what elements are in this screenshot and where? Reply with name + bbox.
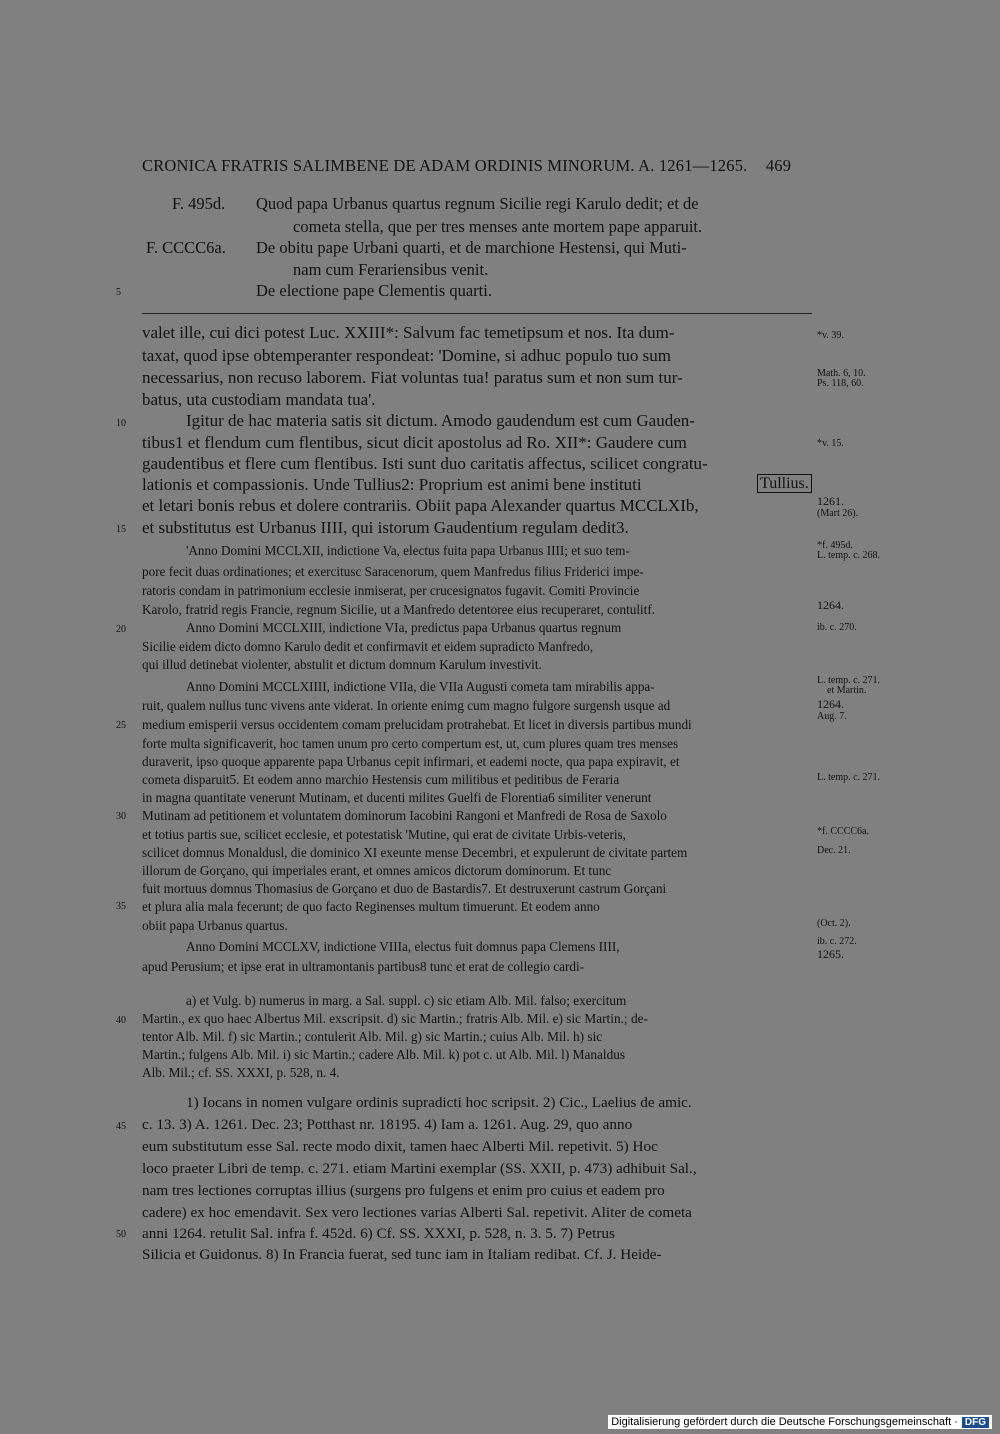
text-line: lationis et compassionis. Unde Tullius2: Proprium est animi bene instituti bbox=[142, 475, 642, 494]
quote-line: ratoris condam in patrimonium ecclesie inmiserat, per crucesignatos fugavit. Comiti Provincie bbox=[142, 583, 640, 598]
quote-line: pore fecit duas ordinationes; et exercitusc Saracenorum, quem Manfredus filius Friderici impe- bbox=[142, 564, 644, 579]
toc-line: De obitu pape Urbani quarti, et de marchione Hestensi, qui Muti- bbox=[256, 238, 687, 257]
quote-line: apud Perusium; et ipse erat in ultramontanis partibus8 tunc et erat de collegio cardi- bbox=[142, 959, 585, 974]
margin-note: *f. CCCC6a. bbox=[817, 826, 869, 837]
quote-line: in magna quantitate venerunt Mutinam, et ducenti milites Guelfi de Florentia6 similiter venerunt bbox=[142, 790, 652, 805]
margin-note: Math. 6, 10. bbox=[817, 368, 866, 379]
quote-line: Anno Domini MCCLXIIII, indictione VIIa, die VIIa Augusti cometa tam mirabilis appa- bbox=[186, 679, 655, 694]
quote-line: Anno Domini MCCLXIII, indictione VIa, predictus papa Urbanus quartus regnum bbox=[186, 620, 622, 635]
quote-line: Mutinam ad petitionem et voluntatem dominorum Iacobini Rangoni et Manfredi de Rosa de Saxolo bbox=[142, 808, 667, 823]
text-line: et substitutus est Urbanus IIII, qui istorum Gaudentium regulam dedit3. bbox=[142, 518, 629, 537]
toc-line: Quod papa Urbanus quartus regnum Sicilie regi Karulo dedit; et de bbox=[256, 194, 699, 213]
apparatus-line: a) et Vulg. b) numerus in marg. a Sal. suppl. c) sic etiam Alb. Mil. falso; exercitum bbox=[186, 993, 627, 1008]
quote-line: et totius partis sue, scilicet ecclesie, et potestatisk 'Mutine, qui erat de civitate Urbis-veteris, bbox=[142, 827, 626, 842]
apparatus-line: Alb. Mil.; cf. SS. XXXI, p. 528, n. 4. bbox=[142, 1065, 340, 1080]
line-number: 30 bbox=[116, 811, 126, 822]
quote-line: cometa disparuit5. Et eodem anno marchio Hestensis cum militibus et peditibus de Feraria bbox=[142, 772, 620, 787]
margin-note: *v. 15. bbox=[817, 438, 844, 449]
apparatus-line: tentor Alb. Mil. f) sic Martin.; contulerit Alb. Mil. g) sic Martin.; cuius Alb. Mil. h) sic bbox=[142, 1029, 603, 1044]
margin-note: *v. 39. bbox=[817, 330, 844, 341]
quote-line: Karolo, fratrid regis Francie, regnum Sicilie, ut a Manfredo detentoree eius recuperaret, contulitf. bbox=[142, 602, 656, 617]
quote-line: Anno Domini MCCLXV, indictione VIIIa, electus fuit domnus papa Clemens IIII, bbox=[186, 939, 620, 954]
margin-note: ib. c. 272. bbox=[817, 936, 857, 947]
boxed-word: Tullius. bbox=[757, 474, 812, 493]
line-number: 10 bbox=[116, 418, 126, 429]
footnote-line: eum substitutum esse Sal. recte modo dixit, tamen haec Alberti Mil. repetivit. 5) Hoc bbox=[142, 1138, 658, 1155]
text-line: batus, uta custodiam mandata tua'. bbox=[142, 390, 376, 409]
dfg-logo: DFG bbox=[962, 1417, 989, 1428]
digitization-credit bbox=[608, 1415, 992, 1429]
margin-note: L. temp. c. 268. bbox=[817, 550, 881, 561]
toc-line: cometa stella, que per tres menses ante mortem pape apparuit. bbox=[293, 217, 703, 236]
footnote-line: nam tres lectiones corruptas illius (surgens pro fulgens et enim pro cuius et eadem pro bbox=[142, 1182, 665, 1199]
text-line: gaudentibus et flere cum flentibus. Isti sunt duo caritatis affectus, scilicet congratu- bbox=[142, 454, 708, 473]
margin-note: L. temp. c. 271. bbox=[817, 675, 881, 686]
margin-note: et Martin. bbox=[827, 685, 867, 696]
quote-line: illorum de Gorçano, qui imperiales erant, et omnes amicos dictorum dominorum. Et tunc bbox=[142, 863, 612, 878]
apparatus-line: Martin.; fulgens Alb. Mil. i) sic Martin.; cadere Alb. Mil. k) pot c. ut Alb. Mil. l) Manaldus bbox=[142, 1047, 626, 1062]
toc-ref: F. 495d. bbox=[172, 194, 226, 213]
line-number: 50 bbox=[116, 1229, 126, 1240]
toc-line: De electione pape Clementis quarti. bbox=[256, 281, 492, 300]
quote-line: et plura alia mala fecerunt; de quo facto Reginenses multum timuerunt. Et eodem anno bbox=[142, 899, 600, 914]
margin-note: 1265. bbox=[817, 947, 844, 961]
line-number: 35 bbox=[116, 901, 126, 912]
footnote-line: anni 1264. retulit Sal. infra f. 452d. 6) Cf. SS. XXXI, p. 528, n. 3. 5. 7) Petrus bbox=[142, 1225, 615, 1242]
running-title: CRONICA FRATRIS SALIMBENE DE ADAM ORDINIS MINORUM. A. 1261—1265. bbox=[142, 156, 748, 175]
quote-line: scilicet domnus Monaldusl, die dominico XI exeunte mense Decembri, et expulerunt de civitate partem bbox=[142, 845, 688, 860]
margin-note: 1261. bbox=[817, 494, 844, 508]
text-line: necessarius, non recuso laborem. Fiat voluntas tua! paratus sum et non sum tur- bbox=[142, 368, 683, 387]
line-number: 45 bbox=[116, 1121, 126, 1132]
footnote-line: cadere) ex hoc emendavit. Sex vero lectiones varias Alberti Sal. repetivit. Aliter de cometa bbox=[142, 1204, 692, 1221]
quote-line: qui illud detinebat violenter, abstulit et dictum domnum Karulum investivit. bbox=[142, 657, 542, 672]
quote-line: fuit mortuus domnus Thomasius de Gorçano et duo de Bastardis7. Et destruxerunt castrum Gorçani bbox=[142, 881, 667, 896]
margin-note: 1264. bbox=[817, 598, 844, 612]
margin-note: L. temp. c. 271. bbox=[817, 772, 881, 783]
quote-line: Sicilie eidem dicto domno Karulo dedit et confirmavit et eidem supradicto Manfredo, bbox=[142, 639, 594, 654]
toc-ref: F. CCCC6a. bbox=[146, 238, 226, 257]
credit-text: Digitalisierung gefördert durch die Deutsche Forschungsgemeinschaft · bbox=[611, 1416, 958, 1428]
footnote-line: Silicia et Guidonus. 8) In Francia fuerat, sed tunc iam in Italiam redibat. Cf. J. Heide- bbox=[142, 1246, 662, 1263]
margin-note: (Oct. 2). bbox=[817, 918, 851, 929]
footnote-line: 1) Iocans in nomen vulgare ordinis supradicti hoc scripsit. 2) Cic., Laelius de amic. bbox=[186, 1094, 692, 1111]
footnote-line: c. 13. 3) A. 1261. Dec. 23; Potthast nr. 18195. 4) Iam a. 1261. Aug. 29, quo anno bbox=[142, 1116, 633, 1133]
line-number: 40 bbox=[116, 1015, 126, 1026]
text-line: valet ille, cui dici potest Luc. XXIII*: Salvum fac temetipsum et nos. Ita dum- bbox=[142, 323, 675, 342]
quote-line: medium emisperii versus occidentem comam prelucidam protrahebat. Et licet in diversis partibus mundi bbox=[142, 717, 692, 732]
text-line: tibus1 et flendum cum flentibus, sicut dicit apostolus ad Ro. XII*: Gaudere cum bbox=[142, 433, 687, 452]
text-line: et letari bonis rebus et dolere contrariis. Obiit papa Alexander quartus MCCLXIb, bbox=[142, 496, 699, 515]
margin-note: Ps. 118, 60. bbox=[817, 378, 864, 389]
margin-note: Dec. 21. bbox=[817, 845, 851, 856]
line-number: 25 bbox=[116, 720, 126, 731]
text-line: taxat, quod ipse obtemperanter respondeat: 'Domine, si adhuc populo tuo sum bbox=[142, 346, 672, 365]
quote-line: obiit papa Urbanus quartus. bbox=[142, 918, 288, 933]
quote-line: 'Anno Domini MCCLXII, indictione Va, electus fuita papa Urbanus IIII; et suo tem- bbox=[186, 543, 630, 558]
line-number: 5 bbox=[116, 287, 121, 298]
text-line: Igitur de hac materia satis sit dictum. Amodo gaudendum est cum Gauden- bbox=[186, 411, 695, 430]
apparatus-line: Martin., ex quo haec Albertus Mil. exscripsit. d) sic Martin.; fratris Alb. Mil. e) sic Martin.; de- bbox=[142, 1011, 648, 1026]
running-header bbox=[142, 156, 822, 176]
footnote-line: loco praeter Libri de temp. c. 271. etiam Martini exemplar (SS. XXII, p. 473) adhibuit Sal., bbox=[142, 1160, 697, 1177]
margin-note: ib. c. 270. bbox=[817, 622, 857, 633]
margin-note: *f. 495d. bbox=[817, 540, 853, 551]
page-number: 469 bbox=[765, 156, 792, 175]
margin-note: Aug. 7. bbox=[817, 711, 847, 722]
toc-line: nam cum Ferariensibus venit. bbox=[293, 260, 489, 279]
quote-line: forte multa significaverit, hoc tamen unum pro certo compertum est, ut, cum plures quam tres menses bbox=[142, 736, 679, 751]
line-number: 15 bbox=[116, 524, 126, 535]
margin-note: (Mart 26). bbox=[817, 508, 859, 519]
quote-line: ruit, qualem nullus tunc vivens ante viderat. In oriente enimg cum magno fulgore surgensh usque ad bbox=[142, 698, 671, 713]
divider bbox=[142, 313, 812, 314]
margin-note: 1264. bbox=[817, 697, 844, 711]
quote-line: duraverit, ipso quoque apparente papa Urbanus cepit infirmari, et eademi nocte, qua papa expiravit, et bbox=[142, 754, 680, 769]
line-number: 20 bbox=[116, 624, 126, 635]
